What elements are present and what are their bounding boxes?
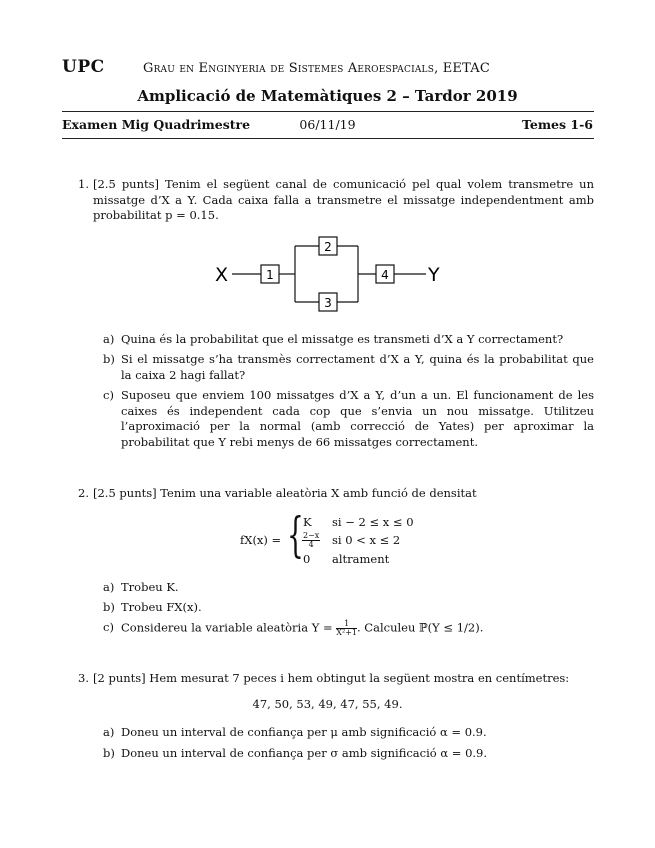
question-text: [2.5 punts] Tenim el següent canal de comunicació pel qual volem transmetre un missatge d’X a Y. Cada caixa falla a transmetre el missatge independentment amb probabilitat p = 0.15. — [93, 177, 594, 222]
case-2-value — [302, 532, 320, 549]
case-3-value: 0 — [303, 552, 311, 566]
y-denominator: X²+1 — [336, 628, 357, 637]
y-numerator: 1 — [336, 620, 357, 629]
question-2 — [78, 486, 594, 502]
question-3 — [78, 671, 594, 687]
part-text-post: . Calculeu ℙ(Y ≤ 1/2). — [357, 620, 484, 635]
part-text: Doneu un interval de confiança per σ amb significació α = 0.9. — [121, 746, 488, 760]
header-bottom-rule — [62, 138, 594, 139]
part-label: c) — [103, 620, 114, 634]
piecewise-brace: { — [287, 507, 304, 563]
part-text: Trobeu K. — [121, 580, 179, 594]
part-label: b) — [103, 746, 115, 760]
case-1-condition: si − 2 ≤ x ≤ 0 — [332, 515, 414, 529]
q1-part-b — [103, 352, 594, 383]
case-2-denominator: 4 — [308, 540, 314, 549]
diagram-y-label: Y — [428, 264, 440, 286]
part-text-pre: Considereu la variable aleatòria Y = — [121, 620, 333, 635]
question-number: 1. — [78, 177, 89, 191]
question-number: 3. — [78, 671, 89, 685]
q2-part-a — [103, 580, 594, 596]
part-label: c) — [103, 388, 114, 402]
part-text: Quina és la probabilitat que el missatge es transmeti d’X a Y correctament? — [121, 332, 564, 346]
institution: UPC — [62, 57, 105, 77]
case-3-condition: altrament — [332, 552, 390, 566]
part-text: Si el missatge s’ha transmès correctament d’X a Y, quina és la probabilitat que la caixa 2 hagi fallat? — [121, 352, 594, 382]
part-text: Suposeu que enviem 100 missatges d’X a Y, d’un a un. El funcionament de les caixes és independent cada cop que s’envia un nou missatge. Utilitzeu l’aproximació per la normal (amb correcció de Yates) per aproximar la probabilitat que Y rebi menys de 66 missatges correctament. — [121, 388, 594, 449]
box-1-label: 1 — [266, 268, 274, 282]
case-2-numerator: 2−x — [303, 531, 320, 540]
q3-part-b — [103, 746, 594, 762]
exam-date: 06/11/19 — [299, 117, 356, 132]
q1-part-c — [103, 388, 594, 450]
exam-name: Examen Mig Quadrimestre — [62, 117, 251, 132]
density-lhs: fX(x) = — [240, 533, 282, 547]
part-text — [121, 620, 594, 637]
part-label: b) — [103, 600, 115, 614]
question-text: [2.5 punts] Tenim una variable aleatòria X amb funció de densitat — [93, 486, 477, 500]
part-label: a) — [103, 725, 115, 739]
diagram-x-label: X — [215, 264, 229, 286]
case-2-condition: si 0 < x ≤ 2 — [332, 533, 401, 547]
part-label: a) — [103, 580, 115, 594]
question-text: [2 punts] Hem mesurat 7 peces i hem obtingut la següent mostra en centímetres: — [93, 671, 570, 685]
q2-part-c — [103, 620, 594, 637]
part-label: a) — [103, 332, 115, 346]
question-1 — [78, 177, 594, 224]
q3-part-a — [103, 725, 594, 741]
header-top-rule — [62, 111, 594, 112]
case-1-value: K — [303, 515, 312, 529]
degree-title: Grau en Enginyeria de Sistemes Aeroespacials, EETAC — [143, 61, 491, 76]
part-text: Doneu un interval de confiança per μ amb significació α = 0.9. — [121, 725, 487, 739]
q1-part-a — [103, 332, 594, 348]
part-text: Trobeu FX(x). — [121, 600, 202, 614]
box-4-label: 4 — [381, 268, 389, 282]
box-3-label: 3 — [324, 296, 332, 310]
sample-values: 47, 50, 53, 49, 47, 55, 49. — [252, 697, 403, 711]
q2-part-b — [103, 600, 594, 616]
course-title: Amplicació de Matemàtiques 2 – Tardor 2019 — [137, 87, 518, 105]
box-2-label: 2 — [324, 240, 332, 254]
question-number: 2. — [78, 486, 89, 500]
part-label: b) — [103, 352, 115, 366]
exam-topics: Temes 1-6 — [522, 117, 593, 132]
channel-diagram — [205, 232, 455, 320]
